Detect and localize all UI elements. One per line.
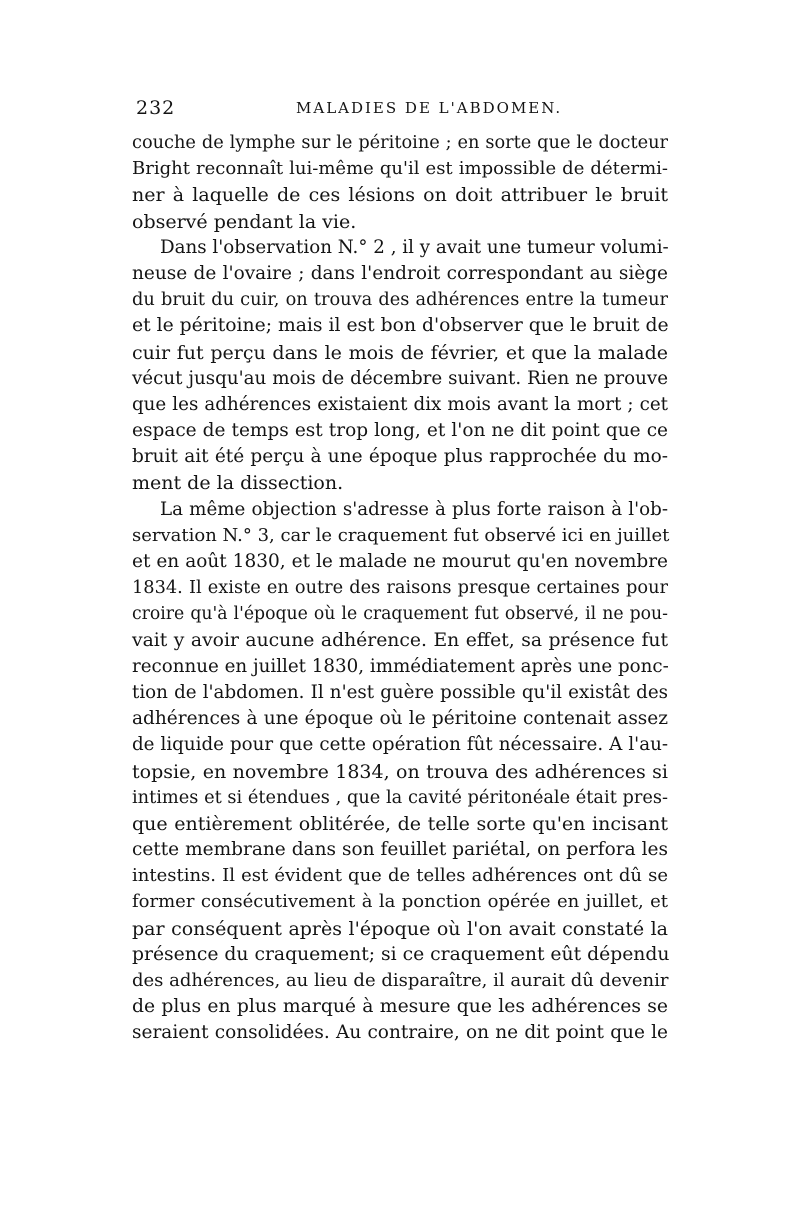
text-line: croire qu'à l'époque où le craquement fut observé, il ne pou- xyxy=(132,604,668,625)
text-line: reconnue en juillet 1830, immédiatement après une ponc- xyxy=(132,655,669,677)
text-line: ment de la dissection. xyxy=(132,472,344,495)
text-line: du bruit du cuir, on trouva des adhérences entre la tumeur xyxy=(132,290,668,311)
text-line: 1834. Il existe en outre des raisons presque certaines pour xyxy=(132,578,668,599)
text-line: La même objection s'adresse à plus forte raison à l'ob- xyxy=(160,498,668,520)
text-line: de plus en plus marqué à mesure que les adhérences se xyxy=(132,996,668,1018)
text-line: Dans l'observation N.° 2 , il y avait une tumeur volumi- xyxy=(160,236,669,258)
text-line: présence du craquement; si ce craquement eût dépendu xyxy=(132,943,670,965)
body-text xyxy=(132,130,668,1047)
text-line: Bright reconnaît lui-même qu'il est impossible de détermi- xyxy=(132,158,668,180)
text-line: cette membrane dans son feuillet pariétal, on perfora les xyxy=(132,839,668,861)
running-head xyxy=(136,96,670,120)
text-line: et en août 1830, et le malade ne mourut qu'en novembre xyxy=(132,551,668,572)
text-line: tion de l'abdomen. Il n'est guère possible qu'il existât des xyxy=(132,681,668,703)
text-line: et le péritoine; mais il est bon d'observer que le bruit de xyxy=(132,315,669,337)
text-line: vait y avoir aucune adhérence. En effet, sa présence fut xyxy=(132,629,668,651)
text-line: espace de temps est trop long, et l'on ne dit point que ce xyxy=(132,420,668,442)
text-line: servation N.° 3, car le craquement fut observé ici en juillet xyxy=(132,524,670,546)
text-line: adhérences à une époque où le péritoine contenait assez xyxy=(132,708,668,730)
text-line: que entièrement oblitérée, de telle sorte qu'en incisant xyxy=(132,812,668,835)
text-line: des adhérences, au lieu de disparaître, il aurait dû devenir xyxy=(132,970,669,991)
text-line: bruit ait été perçu à une époque plus rapprochée du mo- xyxy=(132,446,668,468)
text-line: par conséquent après l'époque où l'on avait constaté la xyxy=(132,917,668,940)
text-line: former consécutivement à la ponction opérée en juillet, et xyxy=(132,891,668,913)
text-line: cuir fut perçu dans le mois de février, et que la malade xyxy=(132,341,668,364)
text-line: que les adhérences existaient dix mois avant la mort ; cet xyxy=(132,393,668,415)
page-number: 232 xyxy=(136,97,176,119)
text-line: neuse de l'ovaire ; dans l'endroit correspondant au siège xyxy=(132,262,668,284)
text-line: observé pendant la vie. xyxy=(132,210,357,233)
text-line: couche de lymphe sur le péritoine ; en sorte que le docteur xyxy=(132,133,668,153)
text-line: seraient consolidées. Au contraire, on ne dit point que le xyxy=(132,1022,668,1044)
text-line: ner à laquelle de ces lésions on doit attribuer le bruit xyxy=(132,184,668,207)
text-line: intestins. Il est évident que de telles adhérences ont dû se xyxy=(132,865,668,887)
text-line: de liquide pour que cette opération fût nécessaire. A l'au- xyxy=(132,734,668,756)
text-line: intimes et si étendues , que la cavité péritonéale était pres- xyxy=(132,787,668,808)
text-line: topsie, en novembre 1834, on trouva des adhérences si xyxy=(132,760,668,783)
text-line: vécut jusqu'au mois de décembre suivant. Rien ne prouve xyxy=(132,367,668,389)
running-title: MALADIES DE L'ABDOMEN. xyxy=(296,99,563,117)
